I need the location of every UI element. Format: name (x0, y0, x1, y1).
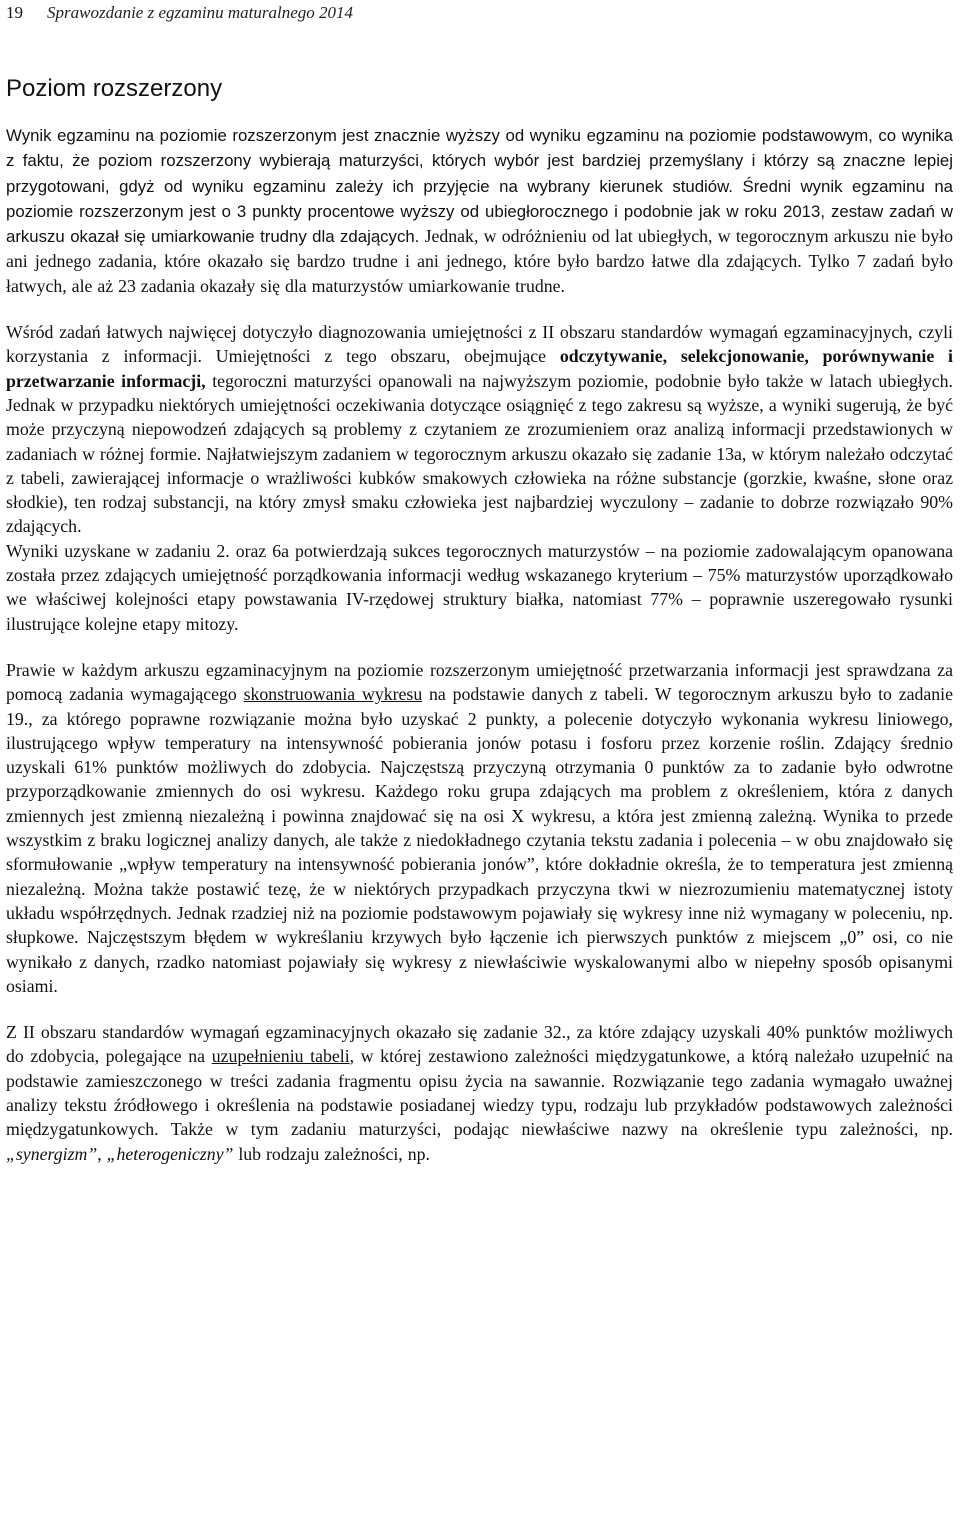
paragraph-task-2-6a: Wyniki uzyskane w zadaniu 2. oraz 6a potwierdzają sukces tegorocznych maturzystów – na poziomie zadowalającym opanowana została przez zdających umiejętność porządkowania informacji według wskazanego kryterium – 75% maturzystów uporządkowało we właściwej kolejności etapy powstawania IV-rzędowej struktury białka, natomiast 77% – poprawnie uszeregowało rysunki ilustrujące kolejne etapy mitozy. (6, 540, 953, 634)
page-number: 19 (6, 3, 23, 22)
page-header (6, 2, 946, 26)
table-task-separator: , (97, 1143, 107, 1164)
underlined-table-skill: uzupełnieniu tabeli (211, 1046, 350, 1067)
section-title: Poziom rozszerzony (6, 75, 223, 102)
table-task-text-2: , w której zestawiono zależności międzygatunkowe, a którą należało uzupełnić na podstawie zamieszczonego w treści zadania fragmentu opisu życia na sawannie. Rozwiązanie tego zadania wymagało uważnej analizy tekstu źródłowego i określenia na podstawie posiadanej wiedzy typu, rodzaju lub przykładów podstawowych zależności międzygatunkowych. Także w tym zadaniu maturzyści, podając niewłaściwe nazwy na określenie typu zależności, np. (6, 1046, 954, 1140)
paragraph-graph-task (6, 658, 953, 998)
easy-tasks-text-2: tegoroczni maturzyści opanowali na najwyższym poziomie, podobnie było także w latach ubiegłych. Jednak w przypadku niektórych umiejętności oczekiwania dotyczące osiągnięć z tego zakresu są wyższe, a wyniki sugerują, że być może przyczyną niepowodzeń zdających są problemy z czytaniem ze zrozumieniem oraz analizą informacji przedstawionych w zadaniach w różnej formie. Najłatwiejszym zadaniem w tegorocznym arkuszu okazało się zadanie 13a, w którym należało odczytać z tabeli, zawierającej informacje o wrażliwości kubków smakowych człowieka na różne substancje (gorzkie, kwaśne, słone oraz słodkie), ten rodzaj substancji, na który zmysł smaku człowieka jest najbardziej wyczulony – zadanie to dobrze rozwiązało 90% zdających. (6, 370, 953, 537)
paragraph-table-task (6, 1020, 953, 1166)
running-title: Sprawozdanie z egzaminu maturalnego 2014 (47, 3, 353, 22)
table-task-text-3: lub rodzaju zależności, np. (233, 1143, 430, 1164)
emphasized-skills: odczytywanie, selekcjonowanie, porównywanie i przetwarzanie informacji, (6, 346, 953, 391)
intro-sentence-1: Wynik egzaminu na poziomie rozszerzonym jest znacznie wyższy od wyniku egzaminu na poziomie podstawowym, co wynika z faktu, że poziom rozszerzony wybierają maturzyści, których wybór jest bardziej przemyślany i którzy są znaczne lepiej przygotowani, gdyż od wyniku egzaminu zależy ich przyjęcie na wybrany kierunek studiów. (6, 126, 953, 196)
paragraph-easy-tasks (6, 320, 953, 539)
intro-sentence-3: Jednak, w odróżnieniu od lat ubiegłych, w tegorocznym arkuszu nie było ani jednego zadania, które okazało się bardzo trudne i ani jednego, które było bardzo łatwe dla zdających. Tylko 7 zadań było łatwych, ale aż 23 zadania okazały się dla maturzystów umiarkowanie trudne. (6, 226, 953, 296)
italic-example-1: „synergizm” (6, 1143, 98, 1164)
intro-sentence-2: Średni wynik egzaminu na poziomie rozszerzonym jest o 3 punkty procentowe wyższy od ubiegłorocznego i podobnie jak w roku 2013, zestaw zadań w arkuszu okazał się umiarkowanie trudny dla zdających. (6, 176, 953, 247)
table-task-text-1: Z II obszaru standardów wymagań egzaminacyjnych okazało się zadanie 32., za które zdający uzyskali 40% punktów możliwych do zdobycia, polegające na (6, 1022, 953, 1067)
paragraph-intro (6, 123, 953, 298)
report-body (6, 123, 953, 1166)
graph-task-text-1: Prawie w każdym arkuszu egzaminacyjnym na poziomie rozszerzonym umiejętność przetwarzania informacji jest sprawdzana za pomocą zadania wymagającego (6, 659, 953, 705)
easy-tasks-text-1: Wśród zadań łatwych najwięcej dotyczyło diagnozowania umiejętności z II obszaru standardów wymagań egzaminacyjnych, czyli korzystania z informacji. Umiejętności z tego obszaru, obejmujące (6, 322, 953, 367)
underlined-graph-skill: skonstruowania wykresu (243, 684, 423, 705)
italic-example-2: „heterogeniczny” (106, 1143, 234, 1164)
graph-task-text-2: na podstawie danych z tabeli. W tegorocznym arkuszu było to zadanie 19., za którego poprawne rozwiązanie można było uzyskać 2 punkty, a polecenie dotyczyło wykonania wykresu liniowego, ilustrującego wpływ temperatury na intensywność pobierania jonów potasu i fosforu przez korzenie roślin. Zdający średnio uzyskali 61% punktów możliwych do zdobycia. Najczęstszą przyczyną otrzymania 0 punktów za to zadanie było odwrotne przyporządkowanie zmiennych do osi wykresu. Każdego roku grupa zdających ma problem z określeniem, która z danych zmiennych jest zmienną niezależną i powinna znajdować się na osi X wykresu, a która jest zmienną zależną. Wynika to przede wszystkim z braku logicznej analizy danych, ale także z niedokładnego czytania tekstu zadania i polecenia – w obu znajdowało się sformułowanie „wpływ temperatury na intensywność pobierania jonów”, które dokładnie określa, że to temperatura jest zmienną niezależną. Można także postawić tezę, że w niektórych przypadkach przyczyna tkwi w niezrozumieniu matematycznej istoty układu współrzędnych. Jednak rzadziej niż na poziomie podstawowym pojawiały się wykresy inne niż wymagany w poleceniu, np. słupkowe. Najczęstszym błędem w wykreślaniu krzywych było łączenie ich pierwszych punktów z miejscem „0” osi, co nie wynikało z danych, rzadko natomiast pojawiały się wykresy z niewłaściwie wyskalowanymi albo w niepełny sposób opisanymi osiami. (6, 684, 953, 996)
